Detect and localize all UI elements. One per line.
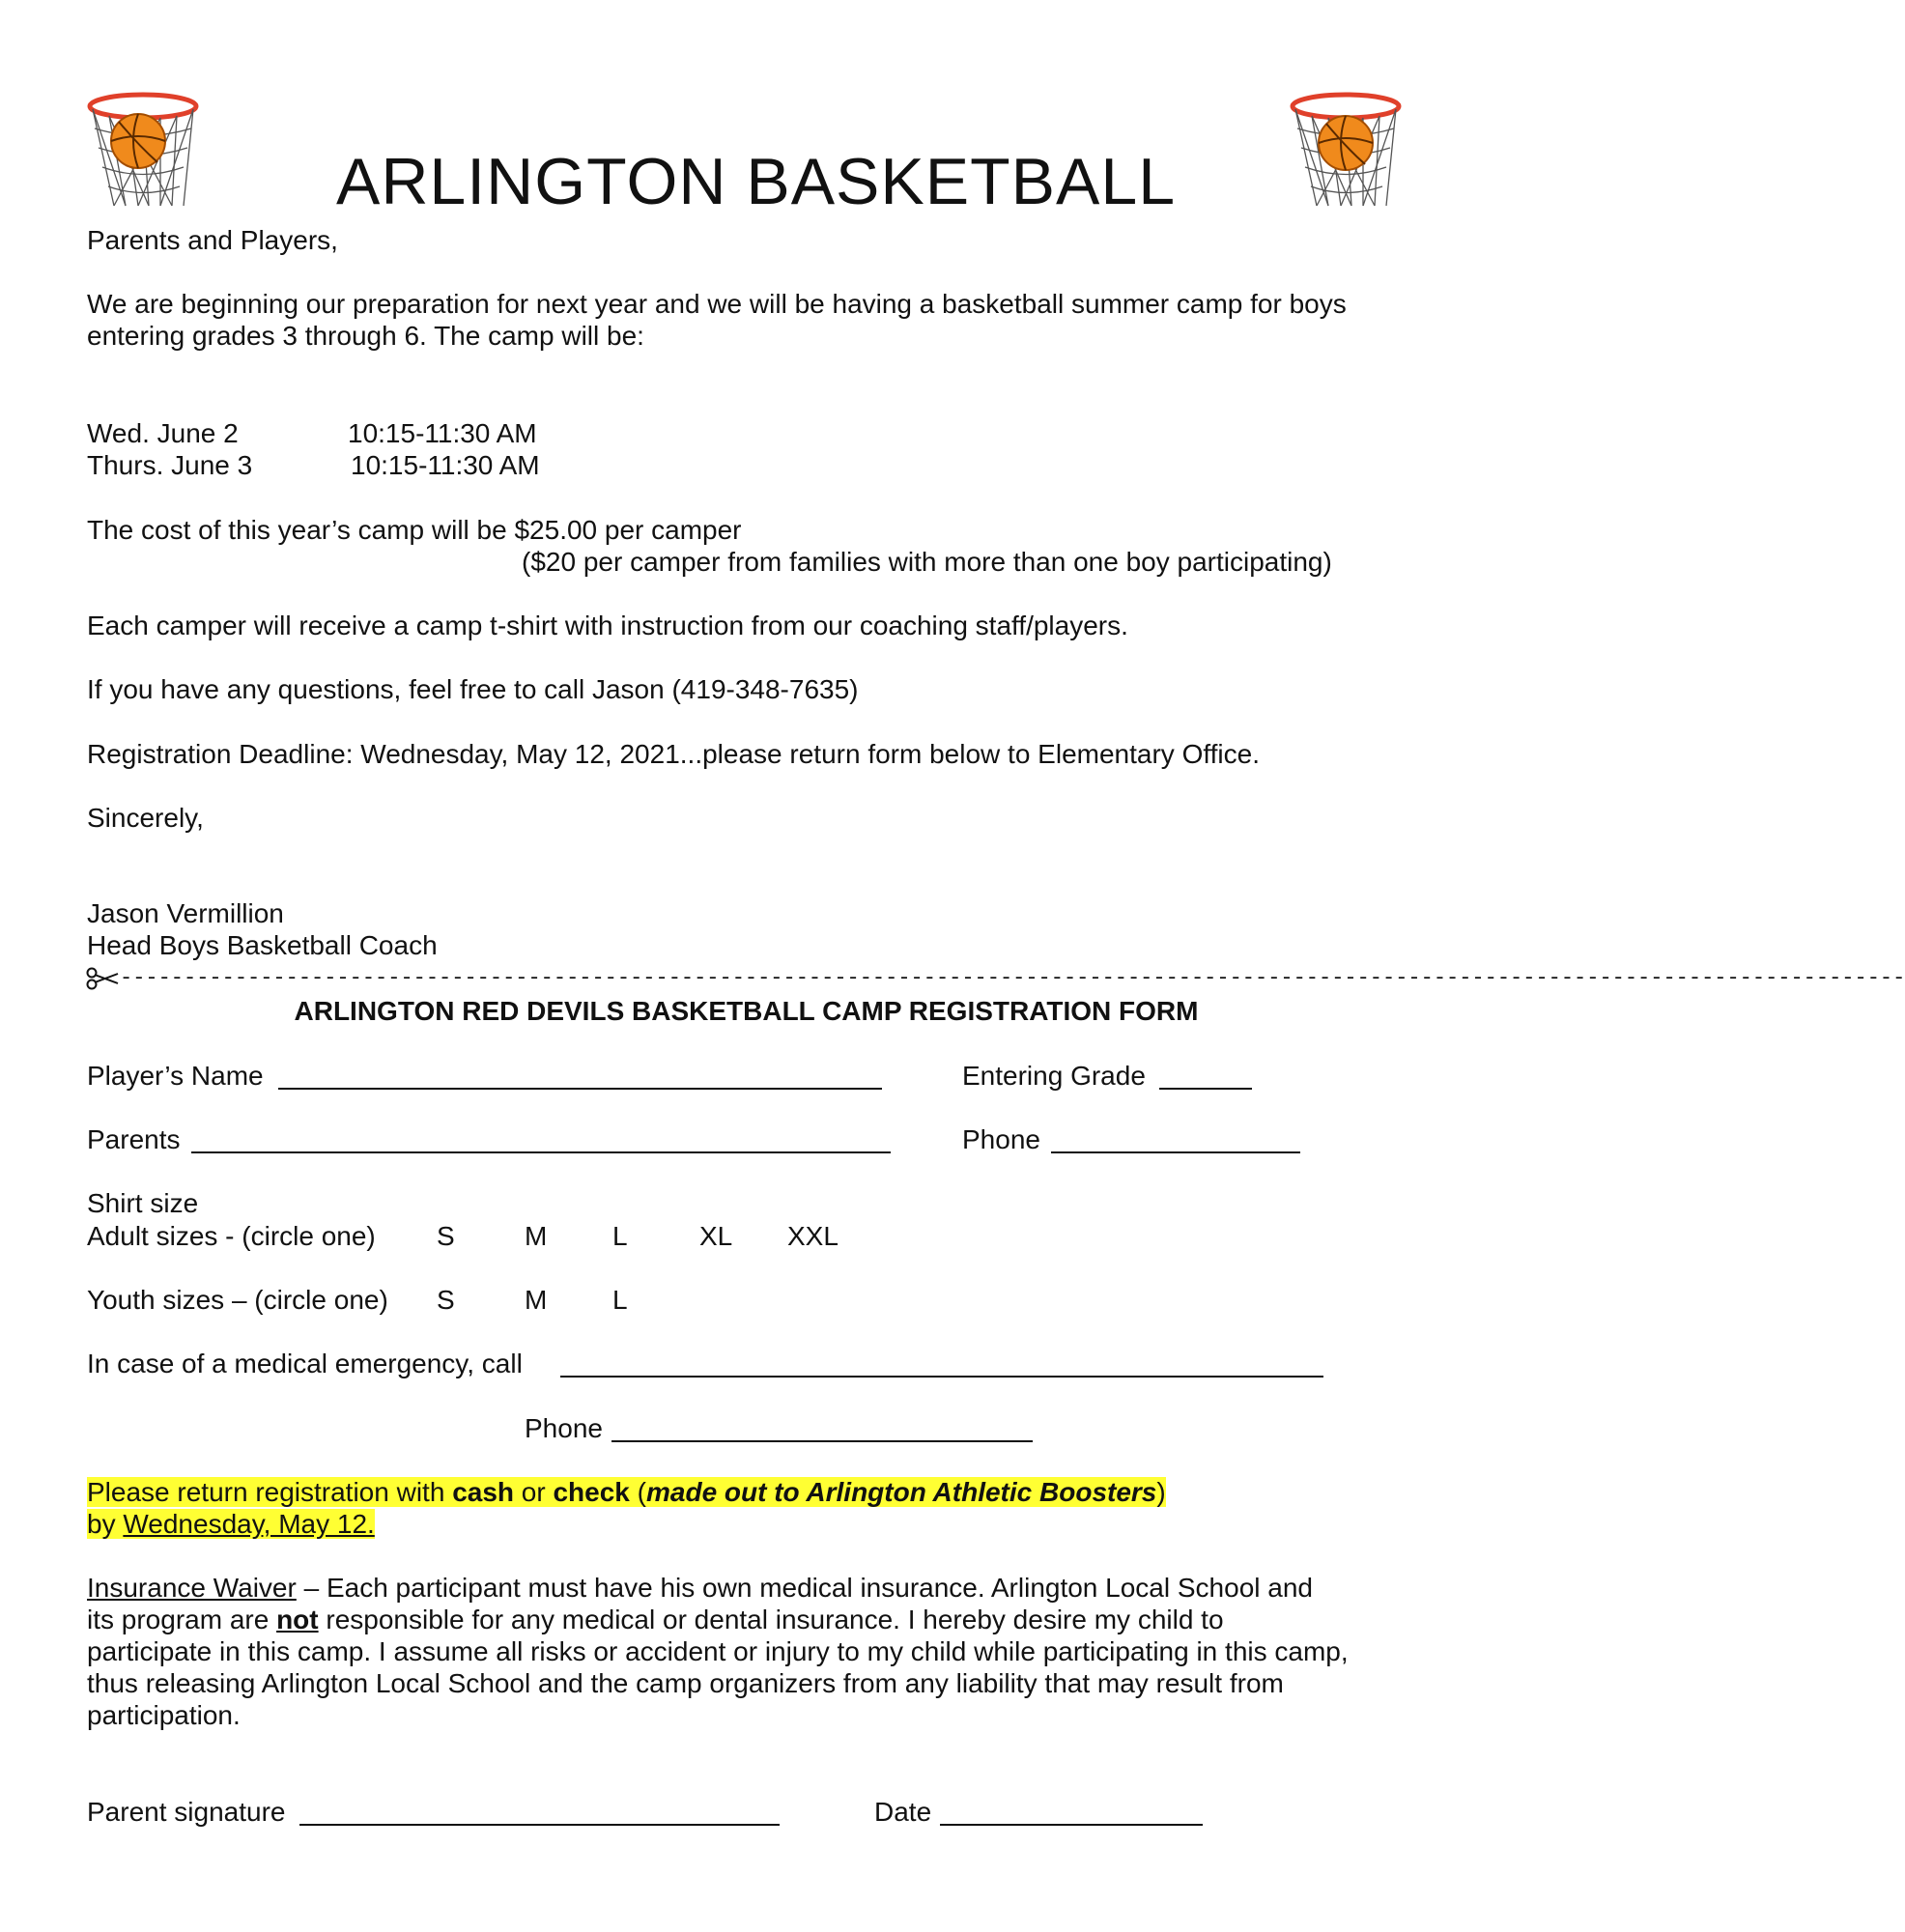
page-title: ARLINGTON BASKETBALL — [335, 145, 1177, 218]
waiver-text: participate in this camp. I assume all risks or accident or injury to my child while participating in this camp, — [87, 1636, 1349, 1666]
phone-field[interactable] — [1051, 1151, 1300, 1153]
medical-contact-field[interactable] — [560, 1376, 1323, 1378]
schedule-day: Wed. June 2 — [87, 418, 239, 448]
parent-signature-field[interactable] — [299, 1824, 780, 1826]
schedule-day: Thurs. June 3 — [87, 450, 253, 480]
youth-size-s[interactable]: S — [437, 1285, 455, 1315]
youth-size-m[interactable]: M — [525, 1285, 548, 1315]
player-name-field[interactable] — [278, 1088, 882, 1090]
waiver-label: Insurance Waiver — [87, 1573, 297, 1603]
return-deadline: by Wednesday, May 12. — [87, 1509, 375, 1539]
date-label: Date — [874, 1797, 932, 1827]
questions-text: If you have any questions, feel free to call Jason (419-348-7635) — [87, 674, 859, 704]
date-field[interactable] — [940, 1824, 1203, 1826]
entering-grade-field[interactable] — [1159, 1088, 1252, 1090]
adult-size-xl[interactable]: XL — [699, 1221, 733, 1251]
adult-size-s[interactable]: S — [437, 1221, 455, 1251]
player-name-label: Player’s Name — [87, 1061, 264, 1091]
medical-emergency-label: In case of a medical emergency, call — [87, 1349, 523, 1378]
youth-size-l[interactable]: L — [612, 1285, 628, 1315]
tshirt-text: Each camper will receive a camp t-shirt with instruction from our coaching staff/players. — [87, 611, 1128, 640]
intro-text: entering grades 3 through 6. The camp will be: — [87, 321, 644, 351]
adult-size-l[interactable]: L — [612, 1221, 628, 1251]
parent-signature-label: Parent signature — [87, 1797, 286, 1827]
medical-phone-label: Phone — [525, 1413, 603, 1443]
greeting: Parents and Players, — [87, 225, 338, 255]
closing-text: Sincerely, — [87, 803, 204, 833]
cut-line: -------------------------------------------------------------------------------------------------------------------------------------------- — [120, 966, 1905, 990]
schedule-time: 10:15-11:30 AM — [348, 418, 537, 448]
waiver-text: Insurance Waiver – Each participant must have his own medical insurance. Arlington Local School and — [87, 1573, 1313, 1603]
signer-name: Jason Vermillion — [87, 898, 284, 928]
adult-sizes-label: Adult sizes - (circle one) — [87, 1221, 376, 1251]
return-instructions: Please return registration with cash or check (made out to Arlington Athletic Boosters) — [87, 1477, 1166, 1507]
parents-label: Parents — [87, 1124, 181, 1154]
waiver-text: participation. — [87, 1700, 241, 1730]
adult-size-xxl[interactable]: XXL — [787, 1221, 839, 1251]
scissors-icon — [85, 966, 120, 991]
cost-discount-text: ($20 per camper from families with more than one boy participating) — [522, 547, 1332, 577]
youth-sizes-label: Youth sizes – (circle one) — [87, 1285, 388, 1315]
intro-text: We are beginning our preparation for next year and we will be having a basketball summer camp for boys — [87, 289, 1347, 319]
medical-phone-field[interactable] — [611, 1440, 1033, 1442]
phone-label: Phone — [962, 1124, 1040, 1154]
waiver-text: thus releasing Arlington Local School and the camp organizers from any liability that may result from — [87, 1668, 1284, 1698]
deadline-text: Registration Deadline: Wednesday, May 12, 2021...please return form below to Elementary Office. — [87, 739, 1260, 769]
form-title: ARLINGTON RED DEVILS BASKETBALL CAMP REGISTRATION FORM — [294, 996, 1199, 1026]
waiver-text: its program are not responsible for any medical or dental insurance. I hereby desire my child to — [87, 1605, 1224, 1634]
shirt-size-label: Shirt size — [87, 1188, 199, 1218]
schedule-time: 10:15-11:30 AM — [351, 450, 540, 480]
signer-title: Head Boys Basketball Coach — [87, 930, 438, 960]
cost-text: The cost of this year’s camp will be $25.00 per camper — [87, 515, 742, 545]
entering-grade-label: Entering Grade — [962, 1061, 1146, 1091]
adult-size-m[interactable]: M — [525, 1221, 548, 1251]
parents-field[interactable] — [191, 1151, 891, 1153]
